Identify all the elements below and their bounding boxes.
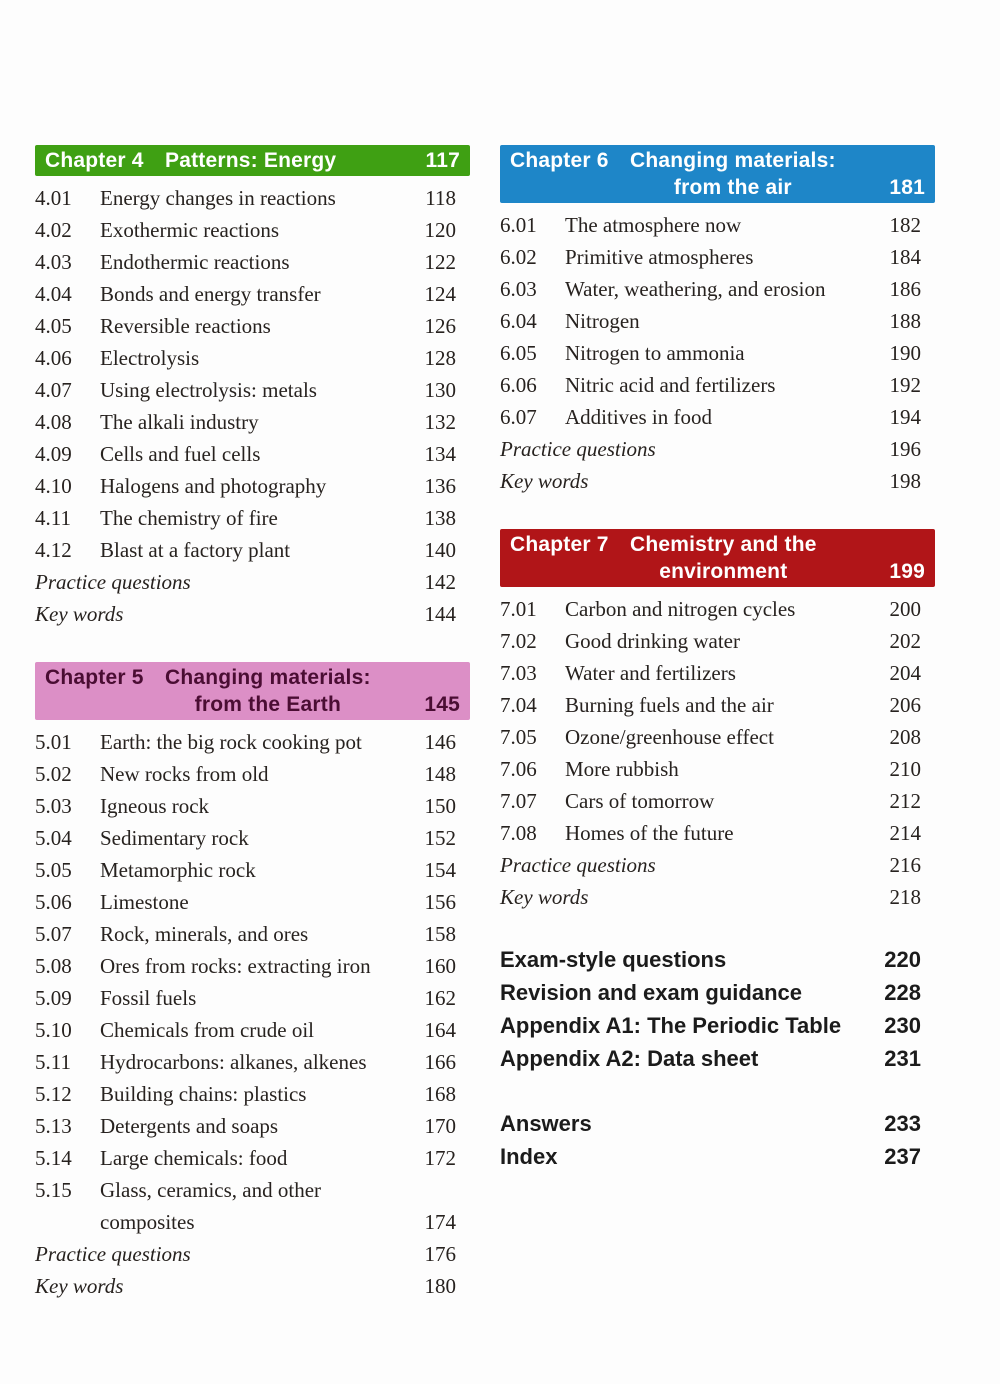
key-words-row [35,1270,470,1302]
toc-entry-page: 166 [424,1050,456,1074]
toc-entry-title: Glass, ceramics, and other [100,1178,322,1202]
toc-entry-row-continued [35,1206,470,1238]
toc-entry-page [408,1174,456,1206]
toc-entry-title: Igneous rock [100,794,210,818]
toc-entry-number: 7.06 [500,757,537,781]
practice-questions-row [500,849,935,881]
toc-entry-row [35,438,470,470]
toc-entry-number: 4.06 [35,346,72,370]
toc-entry-page: 118 [425,186,456,210]
toc-entry-page: 164 [424,1018,456,1042]
chapter-header [500,529,935,587]
toc-entry-row [35,502,470,534]
toc-entry-number: 5.06 [35,890,72,914]
toc-entry-title: Water and fertilizers [565,661,736,685]
toc-entry-page: 182 [889,213,921,237]
toc-entry-row [35,1078,470,1110]
toc-entry-row [500,625,935,657]
toc-entry-page: 216 [889,853,921,877]
toc-entry-number: 4.10 [35,474,72,498]
toc-entry-page: 230 [884,1013,921,1038]
answers-row [500,1107,935,1140]
toc-entry-title: Building chains: plastics [100,1082,307,1106]
chapter-title [165,147,336,174]
toc-entry-row [35,182,470,214]
toc-entry-row [500,817,935,849]
toc-entry-row [500,369,935,401]
toc-entry-row [500,401,935,433]
toc-entry-title: composites [100,1210,195,1234]
toc-entry-page: 206 [889,693,921,717]
chapter-title-line: Chemistry and the [630,533,817,556]
toc-entry-page: 237 [884,1144,921,1169]
toc-entry-page: 122 [424,250,456,274]
toc-entry-number: 4.12 [35,538,72,562]
toc-entry-title: Rock, minerals, and ores [100,922,309,946]
toc-entry-number: 7.01 [500,597,537,621]
toc-entry-page: 156 [424,890,456,914]
toc-entry-row [35,310,470,342]
toc-entry-row [35,1046,470,1078]
toc-entry-number: 5.03 [35,794,72,818]
appendix-a1-the-periodic-table-row [500,1009,935,1042]
chapter-6-block [500,145,935,497]
toc-left-column [35,145,470,1384]
toc-entry-page: 204 [889,661,921,685]
chapter-title [630,147,836,201]
key-words-label: Key words [35,1274,124,1298]
toc-entry-row [500,593,935,625]
toc-entry-number: 7.05 [500,725,537,749]
chapter-entries [500,593,935,913]
toc-entry-page: 174 [424,1210,456,1234]
toc-entry-title: Cars of tomorrow [565,789,715,813]
toc-entry-title: Carbon and nitrogen cycles [565,597,796,621]
toc-entry-title: Reversible reactions [100,314,271,338]
toc-entry-number: 5.08 [35,954,72,978]
toc-entry-number: 6.05 [500,341,537,365]
toc-entry-title: Good drinking water [565,629,740,653]
chapter-page-number: 145 [424,693,460,716]
toc-entry-number: 6.06 [500,373,537,397]
toc-entry-row [500,273,935,305]
chapter-page-number: 181 [889,176,925,199]
toc-entry-row [35,950,470,982]
toc-entry-number: 4.05 [35,314,72,338]
toc-entry-number: 4.01 [35,186,72,210]
toc-entry-number: 5.12 [35,1082,72,1106]
toc-entry-number: 4.07 [35,378,72,402]
toc-entry-page: 158 [424,922,456,946]
chapter-header [35,145,470,176]
toc-entry-number: 5.15 [35,1178,72,1202]
toc-entry-number: 4.04 [35,282,72,306]
practice-questions-row [500,433,935,465]
toc-entry-page: 120 [424,218,456,242]
key-words-label: Key words [500,885,589,909]
toc-entry-row [500,241,935,273]
toc-entry-page: 180 [424,1274,456,1298]
toc-entry-row [35,918,470,950]
toc-entry-title: Large chemicals: food [100,1146,288,1170]
toc-entry-number: 6.02 [500,245,537,269]
toc-entry-page: 176 [424,1242,456,1266]
toc-entry-number: 7.03 [500,661,537,685]
appendix-a2-data-sheet-row [500,1042,935,1075]
revision-and-exam-guidance-row [500,976,935,1009]
toc-entry-page: 218 [889,885,921,909]
toc-entry-number: 5.09 [35,986,72,1010]
toc-entry-page: 124 [424,282,456,306]
toc-entry-number: 4.08 [35,410,72,434]
key-words-label: Key words [35,602,124,626]
toc-entry-title: Sedimentary rock [100,826,249,850]
toc-entry-number: 7.08 [500,821,537,845]
toc-entry-number: 7.02 [500,629,537,653]
toc-entry-page: 134 [424,442,456,466]
toc-entry-title: New rocks from old [100,762,269,786]
toc-entry-row [35,1142,470,1174]
toc-entry-page: 132 [424,410,456,434]
end-matter-list [500,1107,935,1173]
chapter-4-block [35,145,470,630]
practice-questions-label: Practice questions [35,570,191,594]
toc-entry-page: 200 [889,597,921,621]
toc-entry-number: 5.05 [35,858,72,882]
toc-entry-title: Metamorphic rock [100,858,256,882]
chapter-entries [35,726,470,1302]
toc-entry-title: Ozone/greenhouse effect [565,725,774,749]
toc-entry-row [500,721,935,753]
toc-entry-row [35,758,470,790]
toc-entry-title: Ores from rocks: extracting iron [100,954,371,978]
toc-entry-page: 138 [424,506,456,530]
toc-entry-page: 196 [889,437,921,461]
toc-entry-row [35,246,470,278]
toc-entry-row [35,886,470,918]
toc-entry-number: 5.01 [35,730,72,754]
toc-entry-title: Earth: the big rock cooking pot [100,730,362,754]
toc-entry-title: Hydrocarbons: alkanes, alkenes [100,1050,367,1074]
toc-entry-page: 184 [889,245,921,269]
toc-entry-row [500,305,935,337]
toc-entry-page: 188 [889,309,921,333]
key-words-row [500,465,935,497]
toc-entry-number: 7.07 [500,789,537,813]
toc-entry-title: More rubbish [565,757,679,781]
toc-entry-number: 6.03 [500,277,537,301]
toc-entry-row [35,1014,470,1046]
appendix-a2-data-sheet-label: Appendix A2: Data sheet [500,1046,759,1071]
toc-entry-row [35,726,470,758]
chapter-title-line: Changing materials: [165,666,371,689]
toc-entry-page: 220 [884,947,921,972]
toc-entry-page: 186 [889,277,921,301]
toc-entry-row [35,534,470,566]
toc-entry-number: 5.14 [35,1146,72,1170]
toc-entry-page: 160 [424,954,456,978]
chapter-header [500,145,935,203]
toc-entry-page: 202 [889,629,921,653]
toc-entry-number: 4.11 [35,506,71,530]
toc-entry-title: The chemistry of fire [100,506,278,530]
chapter-title-line: Patterns: Energy [165,149,337,172]
toc-entry-title: Cells and fuel cells [100,442,261,466]
toc-entry-row [500,785,935,817]
toc-entry-number: 4.03 [35,250,72,274]
toc-entry-number: 5.04 [35,826,72,850]
toc-entry-row [500,209,935,241]
practice-questions-label: Practice questions [500,437,656,461]
chapter-title [165,664,371,718]
toc-entry-page: 162 [424,986,456,1010]
toc-entry-row [35,1174,470,1206]
practice-questions-label: Practice questions [35,1242,191,1266]
toc-entry-row [35,1110,470,1142]
chapter-title [630,531,817,585]
toc-entry-number: 5.02 [35,762,72,786]
toc-entry-number: 4.02 [35,218,72,242]
chapter-7-block [500,529,935,913]
toc-entry-title: The atmosphere now [565,213,742,237]
toc-entry-page: 152 [424,826,456,850]
toc-entry-title: Blast at a factory plant [100,538,291,562]
toc-entry-title: The alkali industry [100,410,259,434]
toc-entry-row [35,374,470,406]
toc-entry-title: Additives in food [565,405,712,429]
chapter-title-line: Changing materials: [630,149,836,172]
toc-entry-row [35,822,470,854]
toc-entry-page: 212 [889,789,921,813]
toc-entry-page: 146 [424,730,456,754]
appendix-a1-the-periodic-table-label: Appendix A1: The Periodic Table [500,1013,842,1038]
toc-entry-title: Endothermic reactions [100,250,290,274]
toc-entry-number: 5.13 [35,1114,72,1138]
toc-entry-page: 140 [424,538,456,562]
toc-entry-page: 144 [424,602,456,626]
toc-entry-number: 6.04 [500,309,537,333]
practice-questions-label: Practice questions [500,853,656,877]
toc-entry-number: 5.10 [35,1018,72,1042]
toc-entry-title: Nitric acid and fertilizers [565,373,776,397]
chapter-title-line: from the Earth [194,693,341,716]
answers-label: Answers [500,1111,592,1136]
toc-entry-number: 4.09 [35,442,72,466]
toc-entry-page: 210 [889,757,921,781]
key-words-row [35,598,470,630]
toc-entry-title: Bonds and energy transfer [100,282,321,306]
end-matter-list [500,943,935,1075]
exam-style-questions-label: Exam-style questions [500,947,727,972]
toc-entry-page: 126 [424,314,456,338]
chapter-title-line: environment [659,560,788,583]
chapter-page-number: 117 [425,149,460,172]
toc-entry-number: 7.04 [500,693,537,717]
toc-entry-page: 130 [424,378,456,402]
toc-entry-page: 231 [884,1046,921,1071]
toc-entry-title: Homes of the future [565,821,734,845]
toc-entry-title: Water, weathering, and erosion [565,277,826,301]
key-words-label: Key words [500,469,589,493]
toc-entry-row [35,406,470,438]
revision-and-exam-guidance-label: Revision and exam guidance [500,980,802,1005]
toc-entry-number: 5.07 [35,922,72,946]
toc-entry-page: 142 [424,570,456,594]
toc-entry-title: Nitrogen [565,309,640,333]
toc-entry-number: 6.07 [500,405,537,429]
toc-entry-row [35,278,470,310]
toc-entry-title: Primitive atmospheres [565,245,754,269]
chapter-entries [500,209,935,497]
toc-entry-page: 192 [889,373,921,397]
toc-entry-page: 150 [424,794,456,818]
index-row [500,1140,935,1173]
toc-entry-page: 136 [424,474,456,498]
practice-questions-row [35,566,470,598]
toc-entry-row [35,214,470,246]
toc-entry-title: Burning fuels and the air [565,693,774,717]
toc-entry-title: Limestone [100,890,189,914]
toc-entry-number: 6.01 [500,213,537,237]
toc-entry-page: 194 [889,405,921,429]
toc-entry-page: 190 [889,341,921,365]
toc-entry-number: 5.11 [35,1050,71,1074]
toc-entry-page: 214 [889,821,921,845]
toc-entry-row [500,657,935,689]
toc-entry-row [500,337,935,369]
index-label: Index [500,1144,558,1169]
chapter-5-block [35,662,470,1302]
toc-entry-title: Nitrogen to ammonia [565,341,745,365]
toc-entry-page: 233 [884,1111,921,1136]
toc-entry-row [35,982,470,1014]
chapter-header [35,662,470,720]
toc-entry-page: 170 [424,1114,456,1138]
toc-entry-row [500,689,935,721]
toc-entry-page: 228 [884,980,921,1005]
toc-entry-row [35,854,470,886]
toc-entry-page: 208 [889,725,921,749]
toc-entry-title: Detergents and soaps [100,1114,279,1138]
chapter-label: Chapter 6 [510,149,609,172]
toc-entry-row [500,753,935,785]
toc-entry-title: Energy changes in reactions [100,186,336,210]
toc-entry-title: Using electrolysis: metals [100,378,317,402]
chapter-entries [35,182,470,630]
toc-entry-title: Fossil fuels [100,986,197,1010]
toc-entry-title: Halogens and photography [100,474,327,498]
toc-entry-page: 128 [424,346,456,370]
chapter-page-number: 199 [889,560,925,583]
toc-entry-title: Chemicals from crude oil [100,1018,315,1042]
key-words-row [500,881,935,913]
practice-questions-row [35,1238,470,1270]
toc-entry-row [35,342,470,374]
toc-entry-page: 172 [424,1146,456,1170]
toc-entry-page: 168 [424,1082,456,1106]
toc-entry-number [35,1206,100,1238]
toc-entry-row [35,470,470,502]
toc-entry-page: 198 [889,469,921,493]
toc-entry-page: 148 [424,762,456,786]
toc-entry-row [35,790,470,822]
chapter-title-line: from the air [673,176,792,199]
chapter-label: Chapter 7 [510,533,609,556]
toc-right-column [500,145,935,1384]
toc-entry-title: Exothermic reactions [100,218,280,242]
exam-style-questions-row [500,943,935,976]
chapter-label: Chapter 4 [45,149,144,172]
toc-entry-title: Electrolysis [100,346,200,370]
chapter-label: Chapter 5 [45,666,144,689]
toc-entry-page: 154 [424,858,456,882]
